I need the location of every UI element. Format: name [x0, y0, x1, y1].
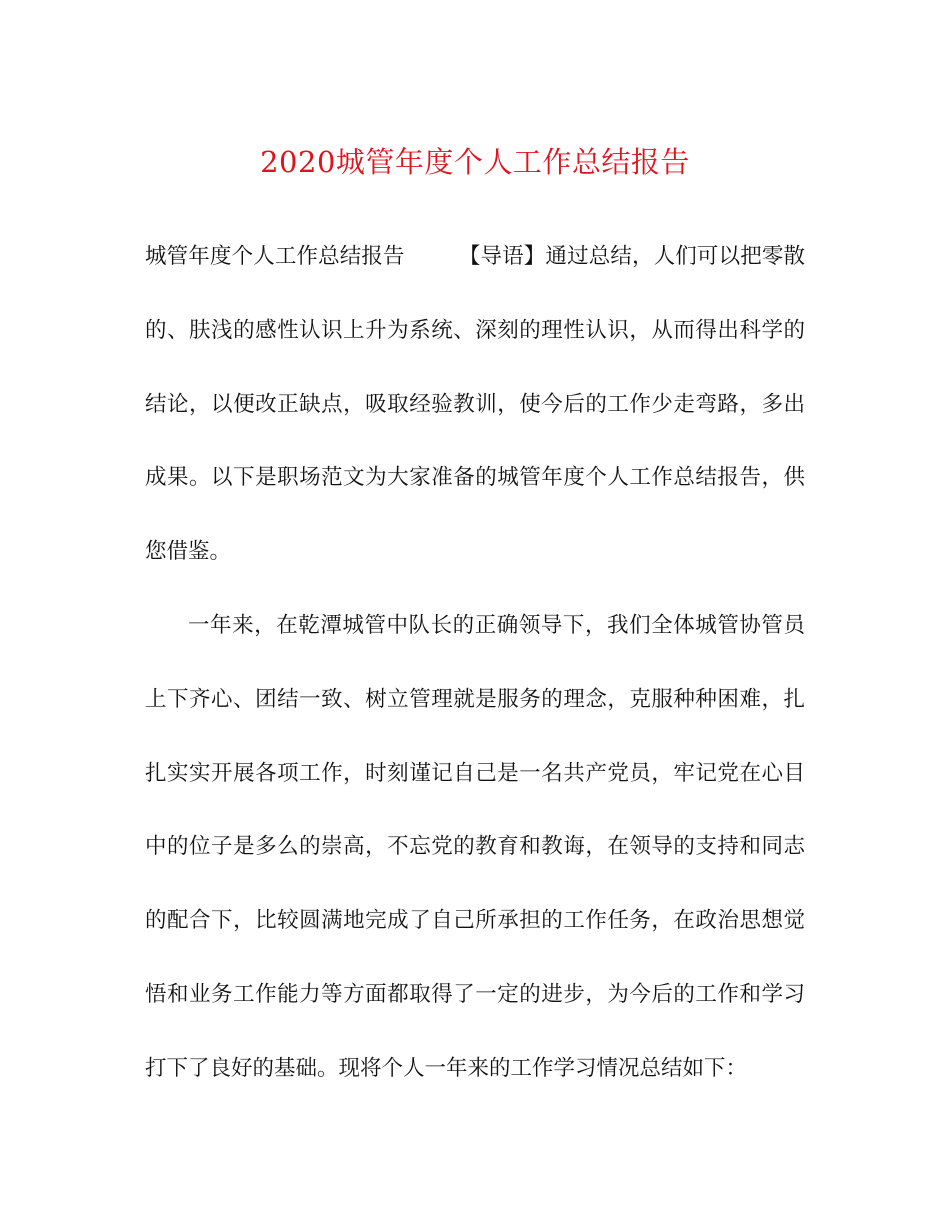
body-paragraph: 一年来，在乾潭城管中队长的正确领导下，我们全体城管协管员上下齐心、团结一致、树立管理就是服务的理念，克服种种困难，扎扎实实开展各项工作，时刻谨记自己是一名共产党员，牢记党在心目中的位子是多么的崇高，不忘党的教育和教诲，在领导的支持和同志的配合下，比较圆满地完成了自己所承担的工作任务，在政治思想觉悟和业务工作能力等方面都取得了一定的进步，为今后的工作和学习打下了良好的基础。现将个人一年来的工作学习情况总结如下：	[145, 612, 805, 1081]
document-body	[145, 220, 805, 1106]
intro-paragraph: 城管年度个人工作总结报告 【导语】通过总结，人们可以把零散的、肤浅的感性认识上升为系统、深刻的理性认识，从而得出科学的结论，以便改正缺点，吸取经验教训，使今后的工作少走弯路，多出成果。以下是职场范文为大家准备的城管年度个人工作总结报告，供您借鉴。	[145, 244, 805, 565]
document-title: 2020城管年度个人工作总结报告	[260, 145, 690, 179]
